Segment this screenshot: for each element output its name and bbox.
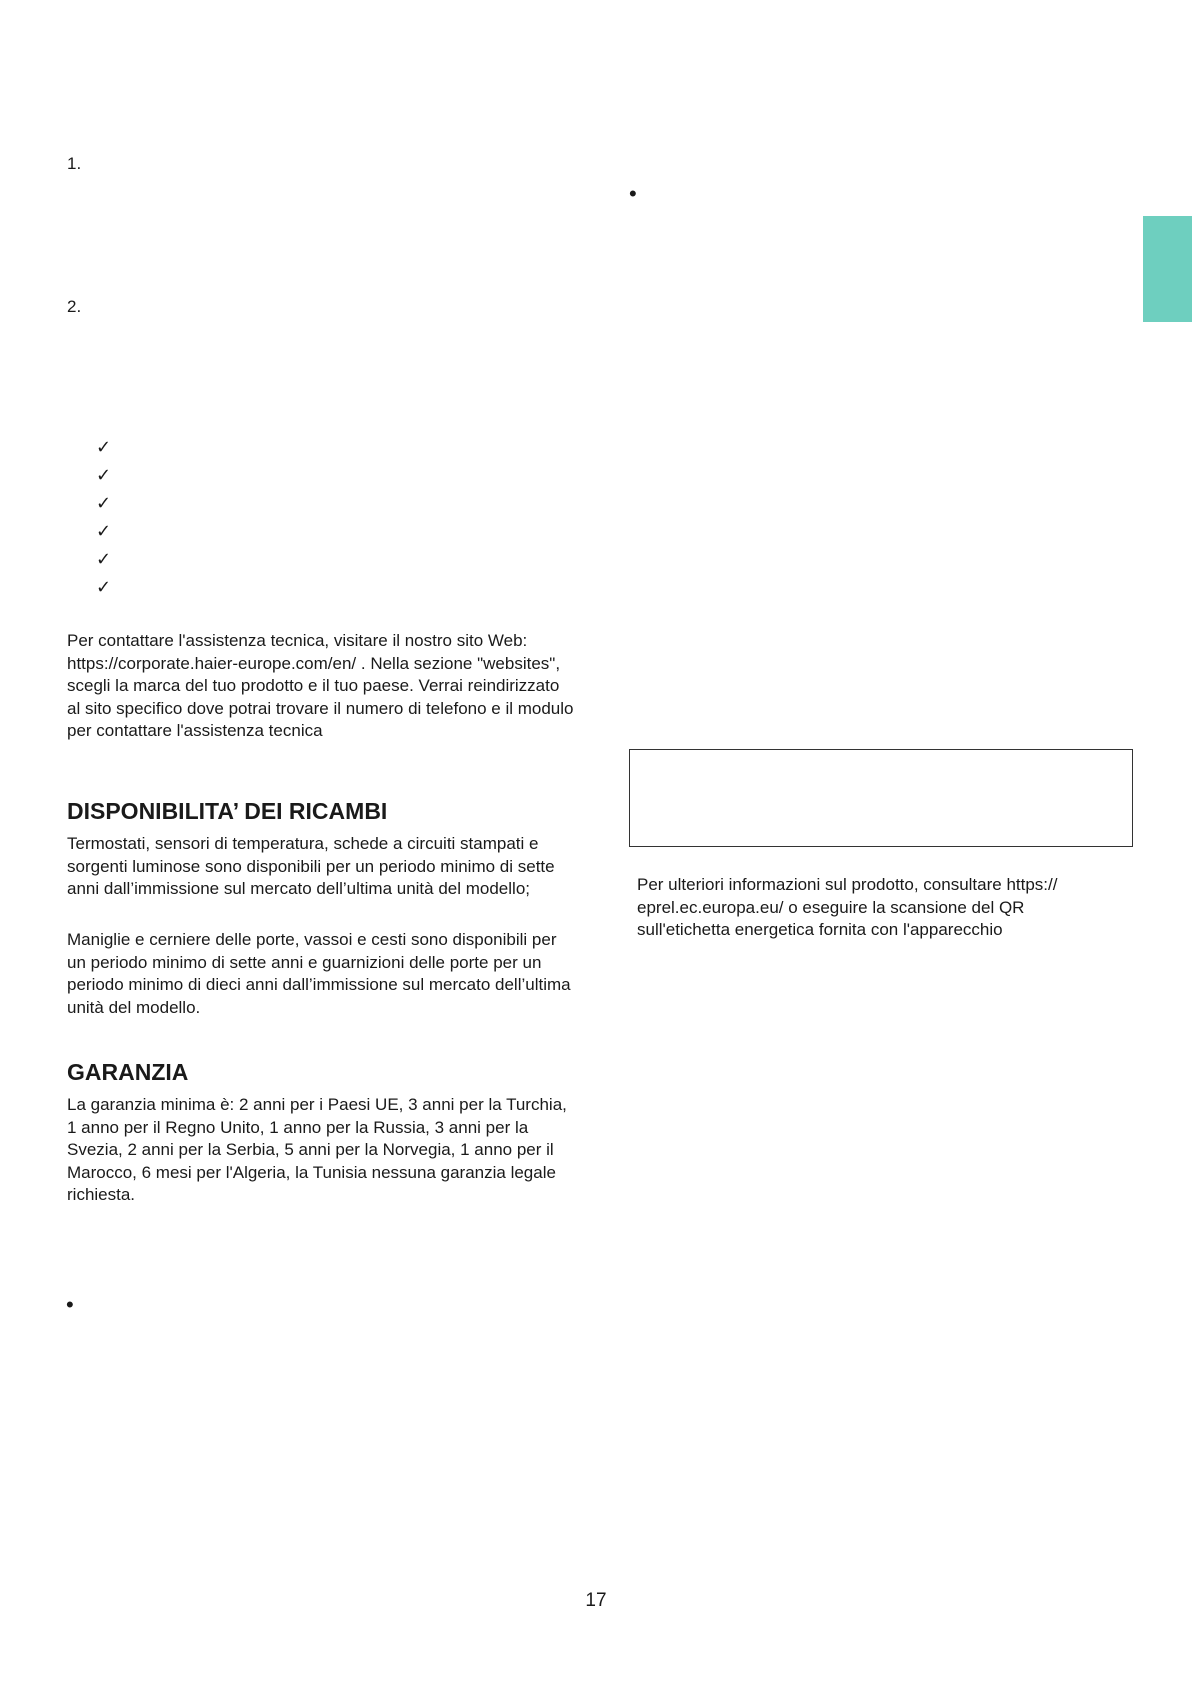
checkmark-icon: ✓	[96, 437, 112, 457]
list-number-1: 1.	[67, 154, 82, 173]
page-number: 17	[585, 1590, 607, 1611]
checkmark-icon: ✓	[96, 549, 112, 569]
spare-parts-heading: DISPONIBILITA’ DEI RICAMBI	[67, 798, 388, 824]
list-bullet: •	[66, 1292, 74, 1317]
warranty-heading: GARANZIA	[67, 1059, 189, 1085]
language-tab-marker	[1143, 216, 1192, 322]
spare-parts-paragraph-2: Maniglie e cerniere delle porte, vassoi e cesti sono disponibili per un periodo minimo di sette anni e guarnizioni delle porte per un periodo minimo di dieci anni dall’immissione sul mercato dell’ultima unità del modello.	[67, 930, 571, 1017]
product-info-paragraph: Per ulteriori informazioni sul prodotto, consultare https:// eprel.ec.europa.eu/ o eseguire la scansione del QR sull'etichetta energetica fornita con l'apparecchio	[637, 875, 1058, 940]
list-number-2: 2.	[67, 297, 82, 316]
spare-parts-paragraph-1: Termostati, sensori di temperatura, schede a circuiti stampati e sorgenti luminose sono disponibili per un periodo minimo di sette anni dall’immissione sul mercato dell’ultima unità del modello;	[67, 834, 555, 899]
checkmark-icon: ✓	[96, 493, 112, 513]
checkmark-icon: ✓	[96, 521, 112, 541]
checkmark-icon: ✓	[96, 465, 112, 485]
list-bullet: •	[629, 181, 637, 206]
contact-paragraph: Per contattare l'assistenza tecnica, visitare il nostro sito Web: https://corporate.haier-europe.com/en/ . Nella sezione "websites", scegli la marca del tuo prodotto e il tuo paese. Verrai reindirizzato al sito specifico dove potrai trovare il numero di telefono e il modulo per contattare l'assistenza tecnica	[67, 631, 574, 741]
checkmark-icon: ✓	[96, 577, 112, 597]
warranty-paragraph: La garanzia minima è: 2 anni per i Paesi UE, 3 anni per la Turchia, 1 anno per il Regno Unito, 1 anno per la Russia, 3 anni per la Svezia, 2 anni per la Serbia, 5 anni per la Norvegia, 1 anno per il Marocco, 6 mesi per l'Algeria, la Tunisia nessuna garanzia legale richiesta.	[67, 1095, 567, 1205]
empty-info-box	[629, 749, 1133, 847]
